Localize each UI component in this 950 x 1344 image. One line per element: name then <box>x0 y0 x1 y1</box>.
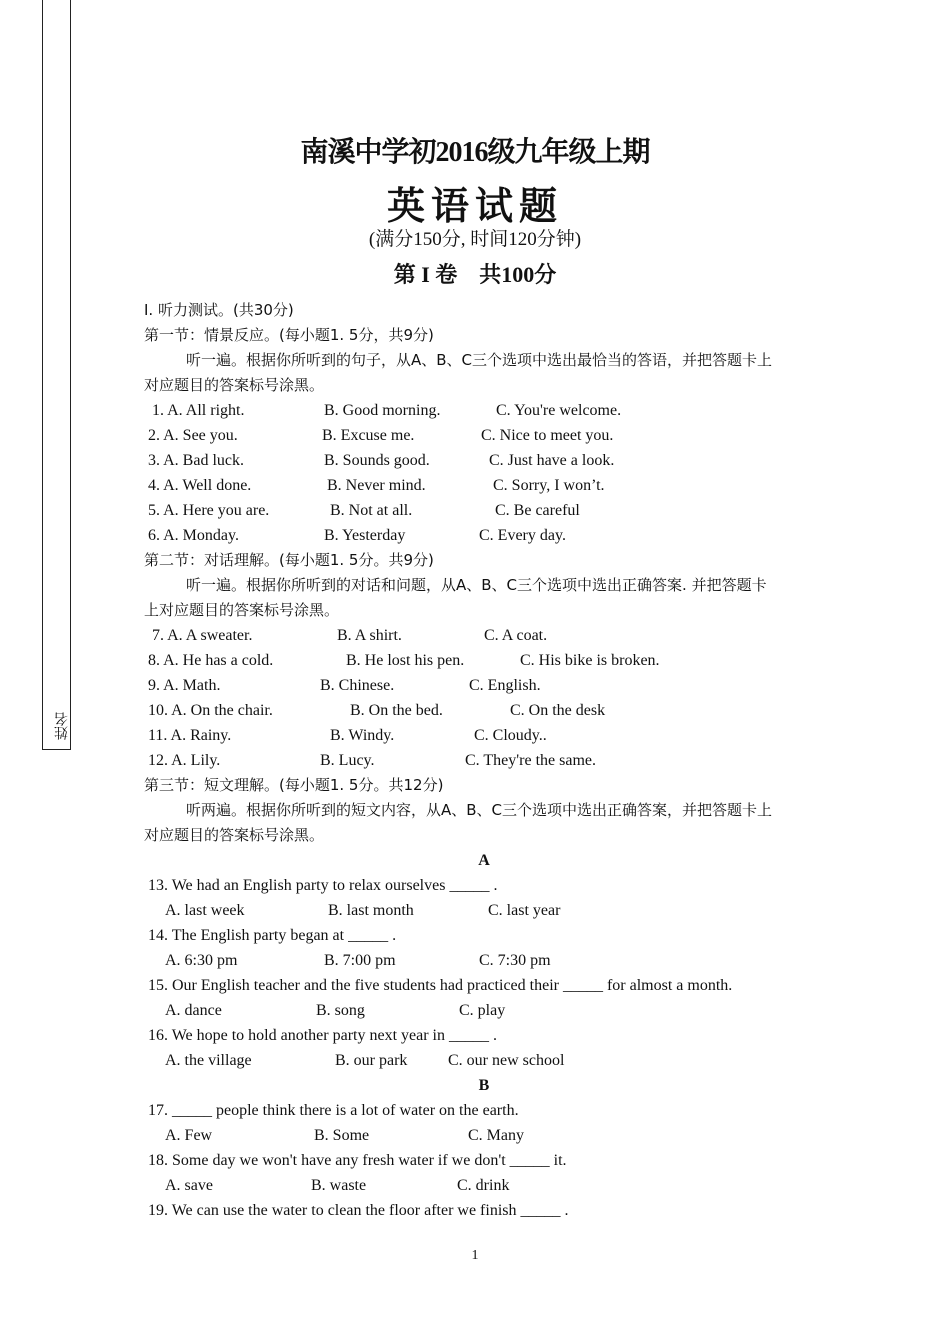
option-c: C. They're the same. <box>465 752 596 769</box>
option-a: A. save <box>165 1177 213 1194</box>
question-row <box>144 473 824 498</box>
option-a: 12. A. Lily. <box>148 752 221 769</box>
option-b: B. Some <box>314 1127 370 1144</box>
option-c: C. Just have a look. <box>489 452 615 469</box>
exam-subject-title: 英语试题 <box>386 186 563 228</box>
question-row <box>144 523 824 548</box>
option-a: 1. A. All right. <box>152 402 245 419</box>
question-row <box>144 673 824 698</box>
exam-school-title: 南溪中学初2016级九年级上期 <box>300 137 650 168</box>
option-b: B. On the bed. <box>350 702 443 719</box>
option-b: B. A shirt. <box>337 627 402 644</box>
name-label: 姓名 <box>54 712 70 740</box>
option-c: C. English. <box>469 677 541 694</box>
option-b: B. last month <box>328 902 414 919</box>
instruction-text: 听一遍。根据你所听到的句子，从A、B、C三个选项中选出最恰当的答语，并把答题卡上 <box>186 351 773 369</box>
instruction-text: 听一遍。根据你所听到的对话和问题，从A、B、C三个选项中选出正确答案. 并把答题卡 <box>186 576 767 594</box>
option-b: B. Good morning. <box>324 402 441 419</box>
question-row <box>144 498 824 523</box>
page-number: 1 <box>471 1248 479 1263</box>
option-a: A. dance <box>165 1002 222 1019</box>
question-row <box>144 623 824 648</box>
option-c: C. Cloudy.. <box>474 727 547 744</box>
option-b: B. Excuse me. <box>322 427 415 444</box>
question-options <box>144 898 824 923</box>
question-row <box>144 648 824 673</box>
binding-margin-box <box>42 0 71 750</box>
option-b: B. 7:00 pm <box>324 952 396 969</box>
option-b: B. Windy. <box>330 727 395 744</box>
option-a: 6. A. Monday. <box>148 527 239 544</box>
instruction-text: 听两遍。根据你所听到的短文内容，从A、B、C三个选项中选出正确答案，并把答题卡上 <box>186 801 773 819</box>
question-row <box>144 448 824 473</box>
option-b: B. He lost his pen. <box>346 652 465 669</box>
option-c: C. our new school <box>448 1052 565 1069</box>
question-stem: 14. The English party began at _____ . <box>148 927 397 944</box>
question-row <box>144 748 824 773</box>
question-stem: 16. We hope to hold another party next year in _____ . <box>148 1027 497 1044</box>
option-a: 3. A. Bad luck. <box>148 452 244 469</box>
question-row <box>144 698 824 723</box>
option-b: B. Sounds good. <box>324 452 430 469</box>
option-b: B. waste <box>311 1177 367 1194</box>
option-b: B. song <box>316 1002 365 1019</box>
option-a: 10. A. On the chair. <box>148 702 273 719</box>
instruction-text: 上对应题目的答案标号涂黑。 <box>144 601 340 619</box>
passage-label: B <box>478 1077 490 1094</box>
option-c: C. last year <box>488 902 561 919</box>
option-c: C. drink <box>457 1177 510 1194</box>
option-b: B. our park <box>335 1052 408 1069</box>
section-heading: 第二节：对话理解。(每小题1. 5分。共9分) <box>144 551 434 569</box>
passage-label: A <box>478 852 490 869</box>
question-stem: 19. We can use the water to clean the floor after we finish _____ . <box>148 1202 569 1219</box>
instruction-text: 对应题目的答案标号涂黑。 <box>144 826 325 844</box>
option-b: B. Never mind. <box>327 477 426 494</box>
section-heading: 第一节：情景反应。(每小题1. 5分，共9分) <box>144 326 434 344</box>
option-c: C. play <box>459 1002 506 1019</box>
exam-subtitle: (满分150分, 时间120分钟) <box>368 229 582 250</box>
section-heading: 第三节：短文理解。(每小题1. 5分。共12分) <box>144 776 444 794</box>
option-a: 5. A. Here you are. <box>148 502 270 519</box>
option-a: 2. A. See you. <box>148 427 238 444</box>
option-c: C. Nice to meet you. <box>481 427 614 444</box>
question-row <box>144 398 824 423</box>
question-options <box>144 1173 824 1198</box>
option-c: C. 7:30 pm <box>479 952 551 969</box>
option-c: C. Sorry, I won’t. <box>493 477 605 494</box>
question-options <box>144 1048 824 1073</box>
question-stem: 18. Some day we won't have any fresh water if we don't _____ it. <box>148 1152 567 1169</box>
option-c: C. His bike is broken. <box>520 652 660 669</box>
question-options <box>144 998 824 1023</box>
option-c: C. On the desk <box>510 702 606 719</box>
option-b: B. Not at all. <box>330 502 413 519</box>
option-b: B. Yesterday <box>324 527 406 544</box>
question-stem: 15. Our English teacher and the five students had practiced their _____ for almost a month. <box>148 977 733 994</box>
question-row <box>144 423 824 448</box>
option-c: C. A coat. <box>484 627 548 644</box>
option-c: C. Every day. <box>479 527 566 544</box>
exam-content <box>144 298 824 1223</box>
option-a: 8. A. He has a cold. <box>148 652 274 669</box>
option-a: A. Few <box>165 1127 213 1144</box>
option-a: 7. A. A sweater. <box>152 627 253 644</box>
option-a: A. 6:30 pm <box>165 952 238 969</box>
option-c: C. Many <box>468 1127 524 1144</box>
instruction-text: 对应题目的答案标号涂黑。 <box>144 376 325 394</box>
option-c: C. You're welcome. <box>496 402 622 419</box>
option-a: 11. A. Rainy. <box>148 727 232 744</box>
option-c: C. Be careful <box>495 502 580 519</box>
option-a: A. last week <box>165 902 245 919</box>
option-b: B. Chinese. <box>320 677 395 694</box>
question-options <box>144 1123 824 1148</box>
option-a: 9. A. Math. <box>148 677 221 694</box>
option-a: 4. A. Well done. <box>148 477 252 494</box>
question-stem: 17. _____ people think there is a lot of water on the earth. <box>148 1102 519 1119</box>
question-options <box>144 948 824 973</box>
volume-title: 第 I 卷 共100分 <box>393 262 557 287</box>
part-heading: Ⅰ. 听力测试。(共30分) <box>144 301 294 319</box>
question-stem: 13. We had an English party to relax ourselves _____ . <box>148 877 498 894</box>
option-b: B. Lucy. <box>320 752 375 769</box>
question-row <box>144 723 824 748</box>
option-a: A. the village <box>165 1052 252 1069</box>
